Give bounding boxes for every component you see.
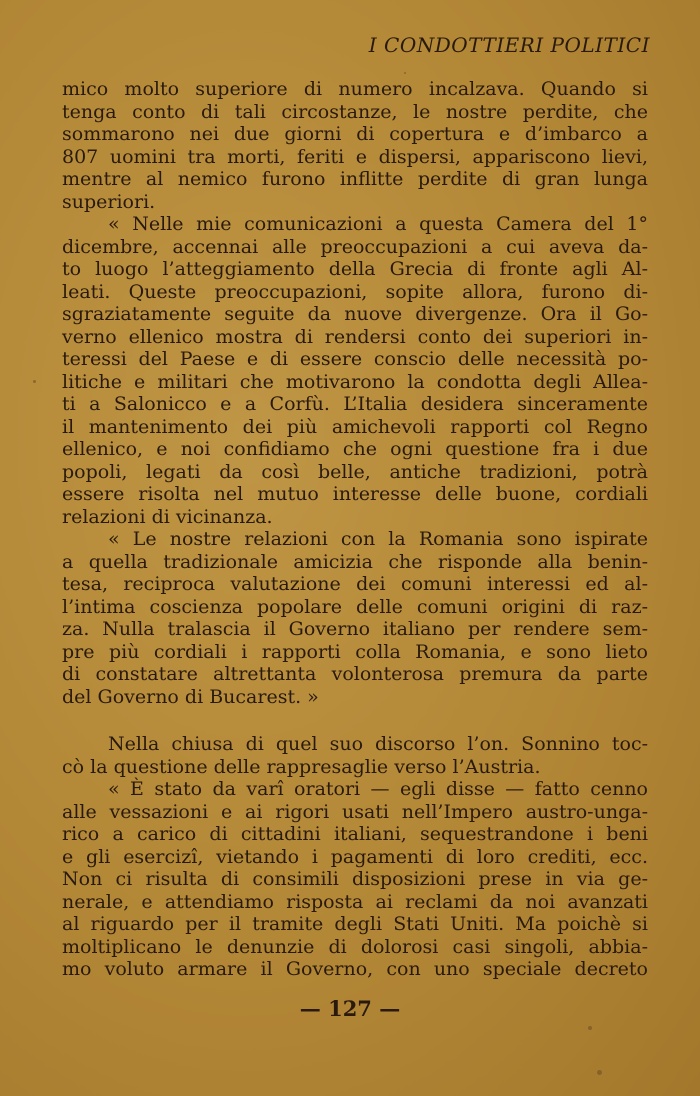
text-line: leati. Queste preoccupazioni, sopite allora, furono di- xyxy=(62,280,648,303)
page-number: — 127 — xyxy=(299,996,401,1021)
text-line: alle vessazioni e ai rigori usati nell’Impero austro-unga- xyxy=(62,800,648,823)
text-line: ti a Salonicco e a Corfù. L’Italia desidera sinceramente xyxy=(62,393,648,415)
text-line: nerale, e attendiamo risposta ai reclami da noi avanzati xyxy=(62,890,648,913)
text-line: ellenico, e noi confidiamo che ogni questione fra i due xyxy=(62,438,648,460)
text-line: pre più cordiali i rapporti colla Romania, e sono lieto xyxy=(62,640,648,663)
text-line: sgraziatamente seguite da nuove divergenze. Ora il Go- xyxy=(62,303,648,325)
text-line: il mantenimento dei più amichevoli rapporti col Regno xyxy=(62,415,648,438)
text-line: a quella tradizionale amicizia che risponde alla benin- xyxy=(62,550,648,573)
text-line: al riguardo per il tramite degli Stati Uniti. Ma poichè si xyxy=(62,913,648,935)
text-line: 807 uomini tra morti, feriti e dispersi, appariscono lievi, xyxy=(62,145,648,168)
text-line: rico a carico di cittadini italiani, sequestrandone i beni xyxy=(62,823,648,845)
text-line: sommarono nei due giorni di copertura e d’imbarco a xyxy=(62,123,648,145)
text-line: Nella chiusa di quel suo discorso l’on. Sonnino toc- xyxy=(108,733,648,755)
text-line: tenga conto di tali circostanze, le nostre perdite, che xyxy=(62,100,648,123)
text-line: dicembre, accennai alle preoccupazioni a cui aveva da- xyxy=(62,235,648,258)
text-line: Non ci risulta di consimili disposizioni prese in via ge- xyxy=(62,868,648,890)
text-line: moltiplicano le denunzie di dolorosi casi singoli, abbia- xyxy=(62,935,648,958)
text-line: superiori. xyxy=(62,190,156,213)
text-line: del Governo di Bucarest. » xyxy=(62,685,319,708)
text-line: teressi del Paese e di essere conscio delle necessità po- xyxy=(62,348,648,370)
paper-speck xyxy=(597,1070,602,1075)
text-line: « Le nostre relazioni con la Romania sono ispirate xyxy=(108,528,648,550)
text-block-speech xyxy=(62,78,648,708)
text-line: mo voluto armare il Governo, con uno speciale decreto xyxy=(62,958,648,980)
text-line: to luogo l’atteggiamento della Grecia di fronte agli Al- xyxy=(62,258,648,280)
text-line: za. Nulla tralascia il Governo italiano per rendere sem- xyxy=(62,618,648,640)
text-line: essere risolta nel mutuo interesse delle buone, cordiali xyxy=(62,483,648,505)
paper-speck xyxy=(33,380,36,383)
text-line: e gli esercizî, vietando i pagamenti di loro crediti, ecc. xyxy=(62,845,648,868)
paper-speck xyxy=(588,1026,592,1030)
text-line: popoli, legati da così belle, antiche tradizioni, potrà xyxy=(62,460,648,483)
text-line: mentre al nemico furono inflitte perdite di gran lunga xyxy=(62,168,648,190)
paper-speck xyxy=(404,72,406,74)
text-line: mico molto superiore di numero incalzava. Quando si xyxy=(62,78,648,100)
text-line: « Nelle mie comunicazioni a questa Camera del 1° xyxy=(108,213,648,235)
text-line: l’intima coscienza popolare delle comuni origini di raz- xyxy=(62,595,648,618)
text-line: di constatare altrettanta volonterosa premura da parte xyxy=(62,663,648,685)
text-line: cò la questione delle rappresaglie verso l’Austria. xyxy=(62,755,541,778)
running-head-title: I CONDOTTIERI POLITICI xyxy=(368,33,650,57)
text-line: tesa, reciproca valutazione dei comuni interessi ed al- xyxy=(62,573,648,595)
text-line: litiche e militari che motivarono la condotta degli Allea- xyxy=(62,370,648,393)
text-line: « È stato da varî oratori — egli disse — fatto cenno xyxy=(108,778,648,800)
text-block-narrative xyxy=(62,733,648,981)
text-line: relazioni di vicinanza. xyxy=(62,505,273,528)
text-line: verno ellenico mostra di rendersi conto dei superiori in- xyxy=(62,325,648,348)
